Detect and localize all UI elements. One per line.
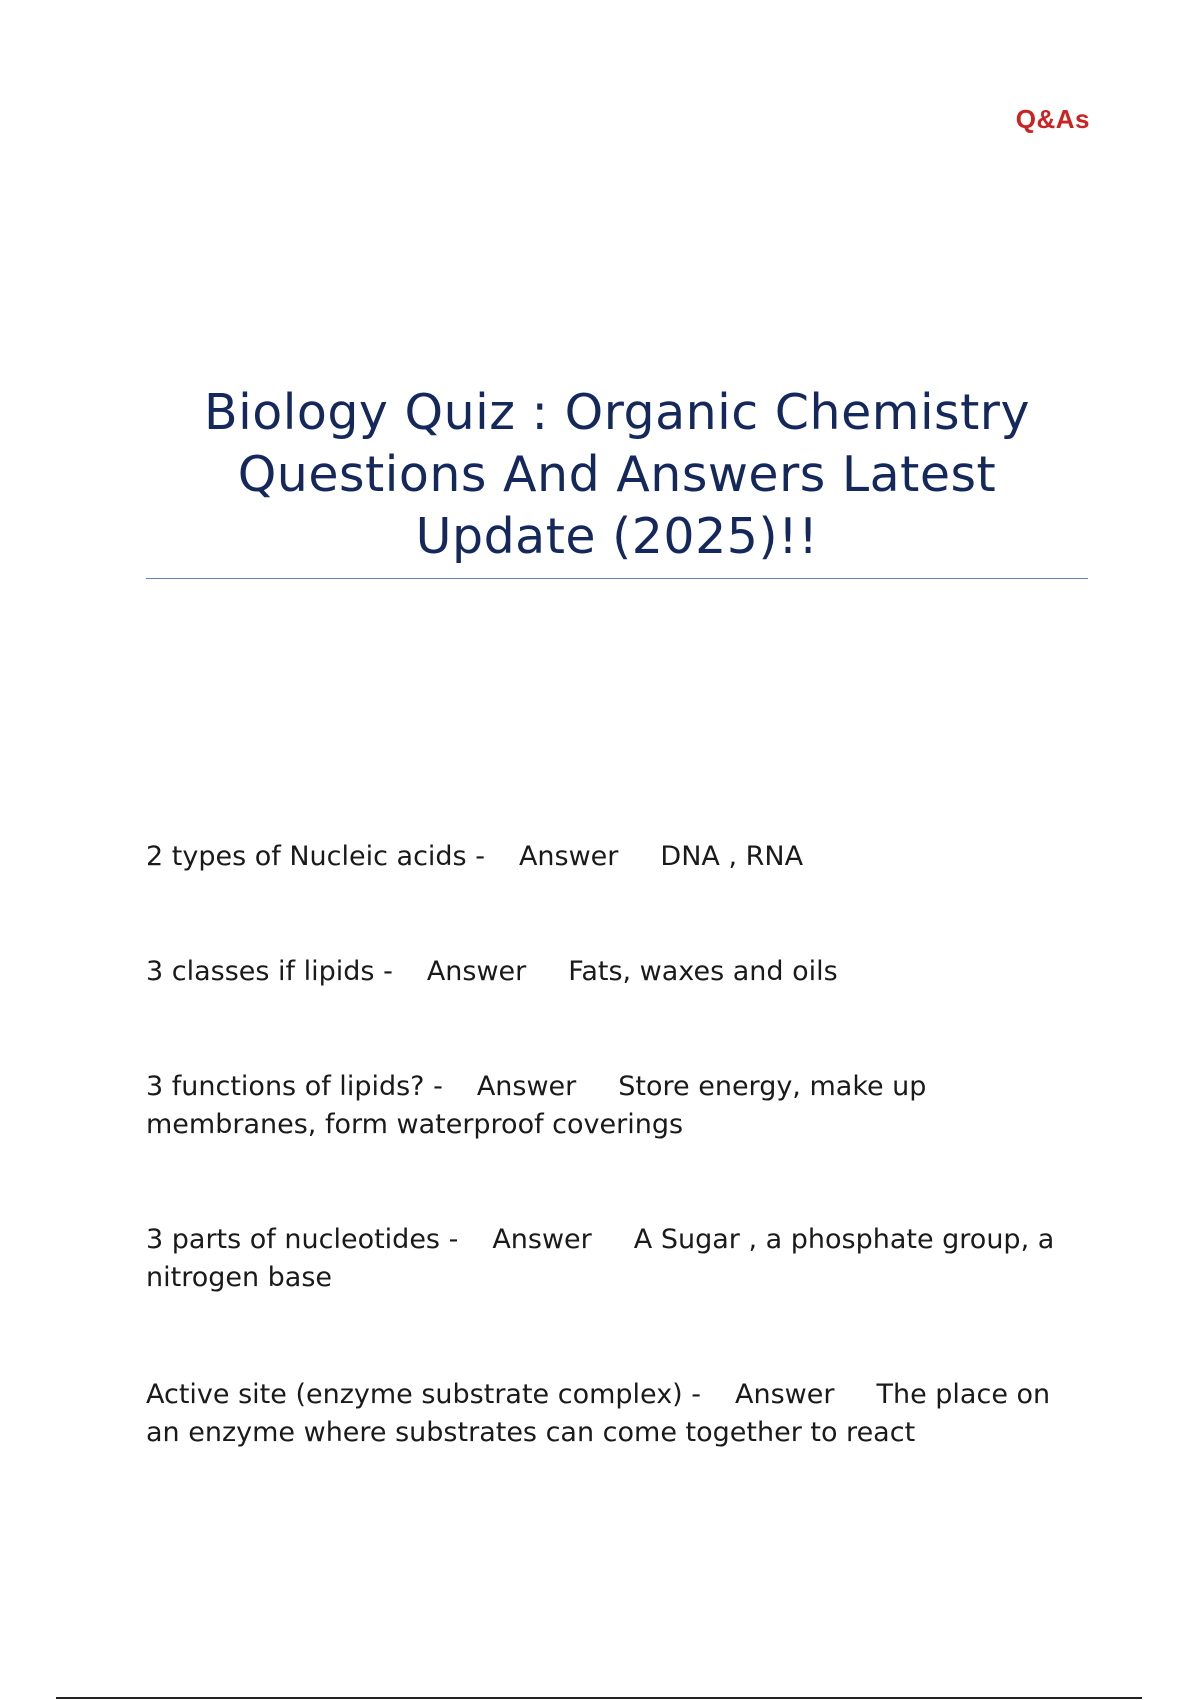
qa-answer: Fats, waxes and oils [568,956,838,987]
qa-answer-label: Answer [476,1071,577,1102]
footer-divider [56,1697,1142,1699]
qa-answer-label: Answer [426,956,527,987]
qa-item [146,838,803,876]
page-title: Biology Quiz : Organic Chemistry Questions And Answers Latest Update (2025)!! [204,384,1030,565]
qa-item [146,1068,986,1144]
header-tag: Q&As [1015,104,1090,134]
qa-question: 3 functions of lipids? - [146,1071,443,1102]
title-divider [146,578,1088,579]
qa-question: 3 parts of nucleotides - [146,1224,459,1255]
title-block [146,382,1088,568]
qa-item [146,953,838,991]
qa-item [146,1376,1086,1452]
qa-question: 3 classes if lipids - [146,956,393,987]
qa-answer: A Sugar , a phosphate group, a nitrogen base [146,1224,1055,1293]
qa-answer: DNA , RNA [660,841,804,872]
qa-answer: Store energy, make up membranes, form waterproof coverings [146,1071,927,1140]
qa-question: 2 types of Nucleic acids - [146,841,485,872]
qa-answer: The place on an enzyme where substrates can come together to react [146,1379,1051,1448]
qa-question: Active site (enzyme substrate complex) - [146,1379,702,1410]
qa-answer-label: Answer [735,1379,835,1410]
qa-item [146,1221,1086,1297]
qa-answer-label: Answer [518,841,619,872]
qa-answer-label: Answer [492,1224,592,1255]
